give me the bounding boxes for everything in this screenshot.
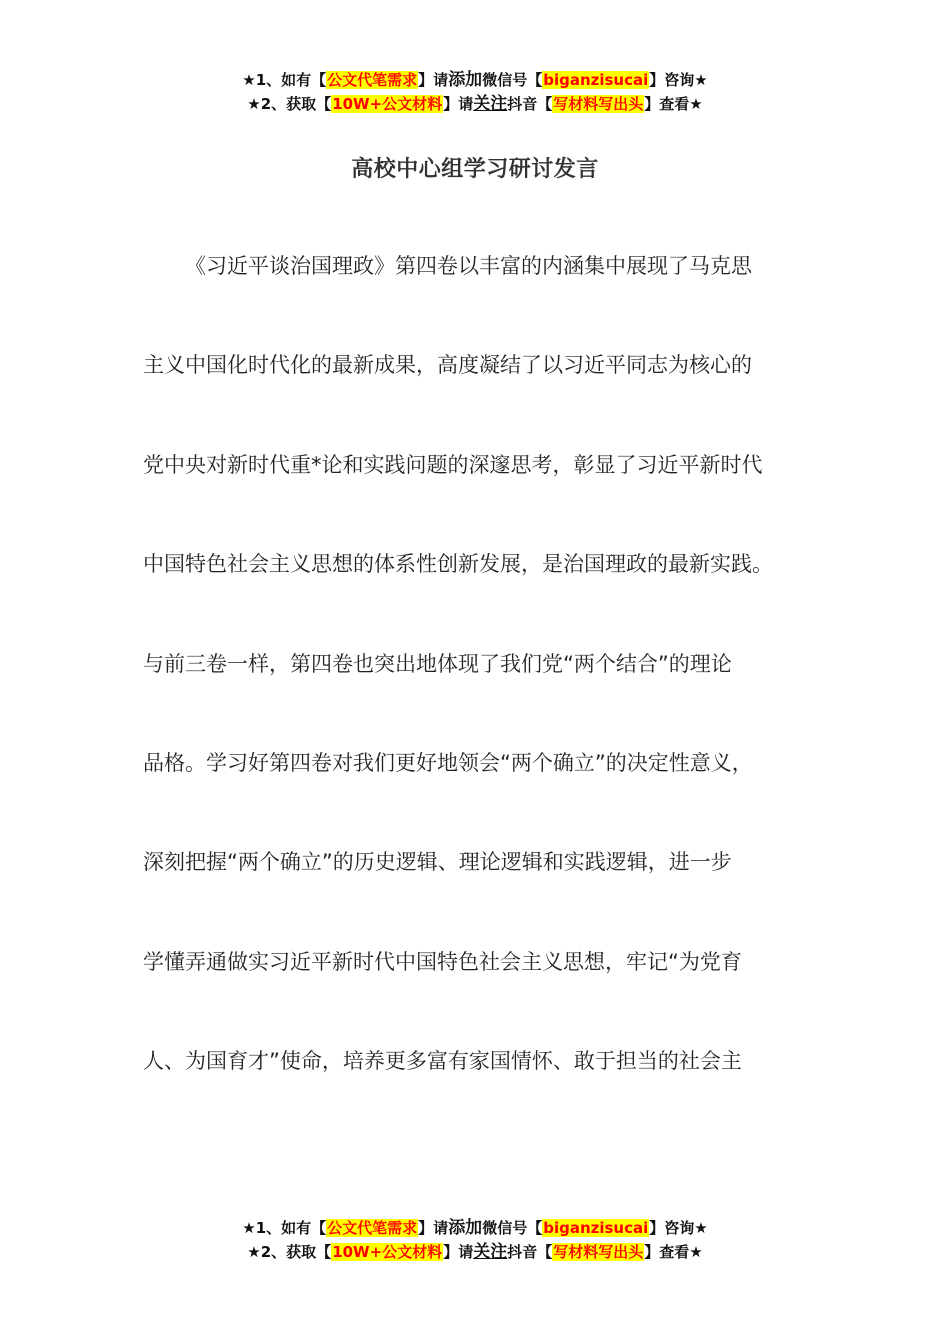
banner-line-2 — [0, 1240, 950, 1264]
highlight-materials: 10W+公文材料 — [332, 95, 443, 113]
document-title: 高校中心组学习研讨发言 — [351, 157, 599, 182]
highlight-douyin-account: 写材料写出头 — [553, 95, 644, 113]
banner-text: 】请 — [418, 1219, 449, 1237]
body-line: 主义中国化时代化的最新成果，高度凝结了以习近平同志为核心的 — [143, 353, 752, 378]
emphasis-follow: 关注 — [473, 94, 508, 114]
banner-text: 】查看★ — [644, 95, 703, 113]
header-banner — [0, 68, 950, 116]
banner-text: ★2、获取【 — [247, 95, 332, 113]
body-line: 人、为国育才”使命，培养更多富有家国情怀、敢于担当的社会主 — [143, 1049, 742, 1074]
body-line: 中国特色社会主义思想的体系性创新发展，是治国理政的最新实践。 — [143, 552, 773, 577]
emphasis-add: 添加 — [448, 1218, 483, 1238]
banner-text: ★2、获取【 — [247, 1243, 332, 1261]
banner-text: 】咨询★ — [649, 1219, 708, 1237]
body-line: 学懂弄通做实习近平新时代中国特色社会主义思想，牢记“为党育 — [143, 949, 742, 974]
banner-text: 抖音【 — [507, 1243, 553, 1261]
banner-text: 】查看★ — [644, 1243, 703, 1261]
body-line: 品格。学习好第四卷对我们更好地领会“两个确立”的决定性意义， — [143, 750, 753, 775]
highlight-service: 公文代笔需求 — [327, 1219, 418, 1237]
body-line: 深刻把握“两个确立”的历史逻辑、理论逻辑和实践逻辑，进一步 — [143, 850, 732, 875]
emphasis-add: 添加 — [448, 70, 483, 90]
banner-text: 】请 — [443, 1243, 474, 1261]
highlight-wechat-id: biganzisucai — [543, 71, 649, 89]
banner-line-1 — [0, 68, 950, 92]
banner-text: 】请 — [443, 95, 474, 113]
banner-text: 抖音【 — [507, 95, 553, 113]
emphasis-follow: 关注 — [473, 1242, 508, 1262]
highlight-service: 公文代笔需求 — [327, 71, 418, 89]
banner-line-1 — [0, 1216, 950, 1240]
banner-text: 微信号【 — [482, 1219, 543, 1237]
body-line: 《习近平谈治国理政》第四卷以丰富的内涵集中展现了马克思 — [185, 254, 752, 278]
banner-text: 微信号【 — [482, 71, 543, 89]
highlight-materials: 10W+公文材料 — [332, 1243, 443, 1261]
banner-text: 】咨询★ — [649, 71, 708, 89]
banner-text: ★1、如有【 — [242, 71, 327, 89]
banner-text: ★1、如有【 — [242, 1219, 327, 1237]
footer-banner — [0, 1216, 950, 1264]
body-line: 党中央对新时代重*论和实践问题的深邃思考，彰显了习近平新时代 — [143, 452, 763, 477]
body-line: 与前三卷一样，第四卷也突出地体现了我们党“两个结合”的理论 — [143, 651, 732, 676]
document-body — [143, 248, 833, 1143]
banner-text: 】请 — [418, 71, 449, 89]
banner-line-2 — [0, 92, 950, 116]
highlight-wechat-id: biganzisucai — [543, 1219, 649, 1237]
highlight-douyin-account: 写材料写出头 — [553, 1243, 644, 1261]
